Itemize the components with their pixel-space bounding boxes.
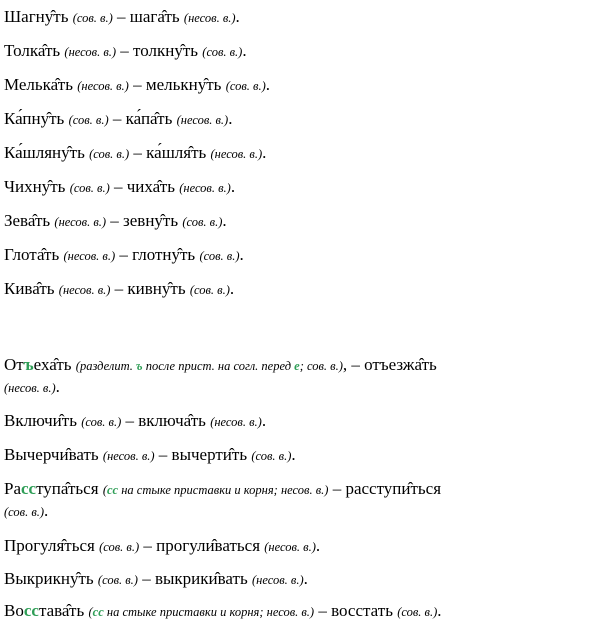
dash: – [112,7,130,26]
word-1: Включи̂ть [4,411,77,430]
aspect-note-2: (несов. в.) [183,11,236,25]
line-end: . [44,501,49,520]
word-1-part: Во [4,601,24,620]
word-2: включа̂ть [138,411,206,430]
word-1-part: еха̂ть [33,355,72,374]
dash: – [109,177,127,196]
line-end: . [242,41,247,60]
word-1-part: Ра [4,479,21,498]
line-end: . [315,536,321,555]
word-1-part: От [4,355,24,374]
line-end: . [222,211,227,230]
word-1: Прогуля̂ться [4,536,95,555]
aspect-note-1: (несов. в.) [58,283,111,297]
word-pair-line [4,176,603,199]
rule-note: (сс на стыке приставки и корня; несов. в.) [102,483,329,497]
line-end: . [437,601,442,620]
line-end: . [303,569,308,588]
line-end: . [262,143,267,162]
line-end: . [239,245,244,264]
aspect-note-2: (сов. в.) [202,45,243,59]
word-pair-line [4,40,603,63]
word-1: Зева̂ть [4,211,51,230]
aspect-note-1: (несов. в.) [54,215,107,229]
word-pair-line [4,210,603,233]
aspect-note-1: (несов. в.) [63,249,116,263]
line-end: . [230,177,236,196]
line-end: . [228,109,233,128]
word-1: Толка̂ть [4,41,61,60]
highlighted-letter: ъ [23,355,34,374]
word-2: толкну̂ть [133,41,199,60]
word-2: – восстать [314,601,398,620]
aspect-note-2: (сов. в.) [199,249,240,263]
aspect-note-2: (несов. в.) [210,415,262,429]
dash: – [154,445,172,464]
word-2: шага̂ть [129,7,180,26]
line-end: . [265,75,270,94]
continuation-line [4,377,60,398]
continuation-line [4,501,48,522]
word-pair-line [4,142,603,165]
line-end: . [55,377,60,396]
word-2: прогули̂ваться [156,536,261,555]
aspect-note-2: (сов. в.) [182,215,223,229]
word-1: Ка́шляну̂ть [4,143,85,162]
line-end: . [235,7,240,26]
line-end: . [291,445,296,464]
word-2: чиха̂ть [126,177,175,196]
word-1: Вычерчи̂вать [4,445,99,464]
aspect-note-1: (сов. в.) [99,540,140,554]
word-2: кивну̂ть [127,279,186,298]
dash: – [116,41,134,60]
word-pair-line [4,278,603,301]
word-2: глотну̂ть [132,245,196,264]
rule-note: (разделит. ъ после прист. на согл. перед е; сов. в.) [75,359,343,373]
highlighted-letters: сс [23,601,39,620]
word-1: Чихну̂ть [4,177,66,196]
aspect-note-2: (несов. в.) [264,540,316,554]
word-1: Шагну̂ть [4,7,69,26]
word-2: зевну̂ть [123,211,179,230]
word-2: – расступи̂ться [328,479,442,498]
word-pair-line [4,108,603,131]
aspect-note-1: (сов. в.) [89,147,130,161]
aspect-note-1: (несов. в.) [77,79,129,93]
word-2: выкрики̂вать [154,569,248,588]
aspect-note-2: (сов. в.) [397,605,438,619]
aspect-note-1: (сов. в.) [69,181,110,195]
word-pair-line [4,444,603,467]
word-1: Выкрикну̂ть [4,569,94,588]
word-1: Ка́пну̂ть [4,109,65,128]
word-1-part: тава̂ть [38,601,85,620]
word-2: ка́шля̂ть [146,143,207,162]
aspect-note-2: (несов. в.) [179,181,231,195]
aspect-note-1: (сов. в.) [72,11,113,25]
aspect-note-2: (несов. в.) [176,113,229,127]
dash: – [115,245,133,264]
dash: – [129,143,147,162]
aspect-note-1: (несов. в.) [64,45,117,59]
word-2: вычерти̂ть [171,445,248,464]
word-1: Кива̂ть [4,279,55,298]
word-1: Мелька̂ть [4,75,73,94]
word-1: Глота̂ть [4,245,60,264]
aspect-note-2: (сов. в.) [4,505,45,519]
word-2: , – отъезжа̂ть [342,355,437,374]
word-pair-line [4,568,603,591]
word-pair-line [4,410,603,433]
dash: – [106,211,124,230]
aspect-note-2: (сов. в.) [189,283,230,297]
aspect-note-2: (несов. в.) [251,573,304,587]
aspect-note-2: (несов. в.) [210,147,263,161]
line-end: . [229,279,235,298]
rule-note: (сс на стыке приставки и корня; несов. в.) [88,605,315,619]
aspect-note-2: (несов. в.) [4,381,56,395]
word-pair-line [4,600,603,623]
aspect-note-1: (сов. в.) [68,113,109,127]
highlighted-letters: сс [21,479,37,498]
aspect-note-1: (сов. в.) [97,573,138,587]
word-pair-line [4,244,603,267]
aspect-note-1: (несов. в.) [102,449,155,463]
dash: – [139,536,157,555]
word-1-part: тупа̂ться [36,479,99,498]
dash: – [137,569,155,588]
dash: – [121,411,139,430]
word-2: ка́па̂ть [125,109,173,128]
word-pair-line [4,354,603,377]
word-pair-line [4,74,603,97]
dash: – [110,279,128,298]
dash: – [128,75,146,94]
word-pair-line [4,535,603,558]
aspect-note-1: (сов. в.) [81,415,122,429]
dash: – [108,109,126,128]
line-end: . [261,411,267,430]
aspect-note-2: (сов. в.) [225,79,266,93]
aspect-note-2: (сов. в.) [251,449,292,463]
word-pair-line [4,478,603,501]
word-pair-line [4,6,603,29]
word-2: мелькну̂ть [145,75,222,94]
